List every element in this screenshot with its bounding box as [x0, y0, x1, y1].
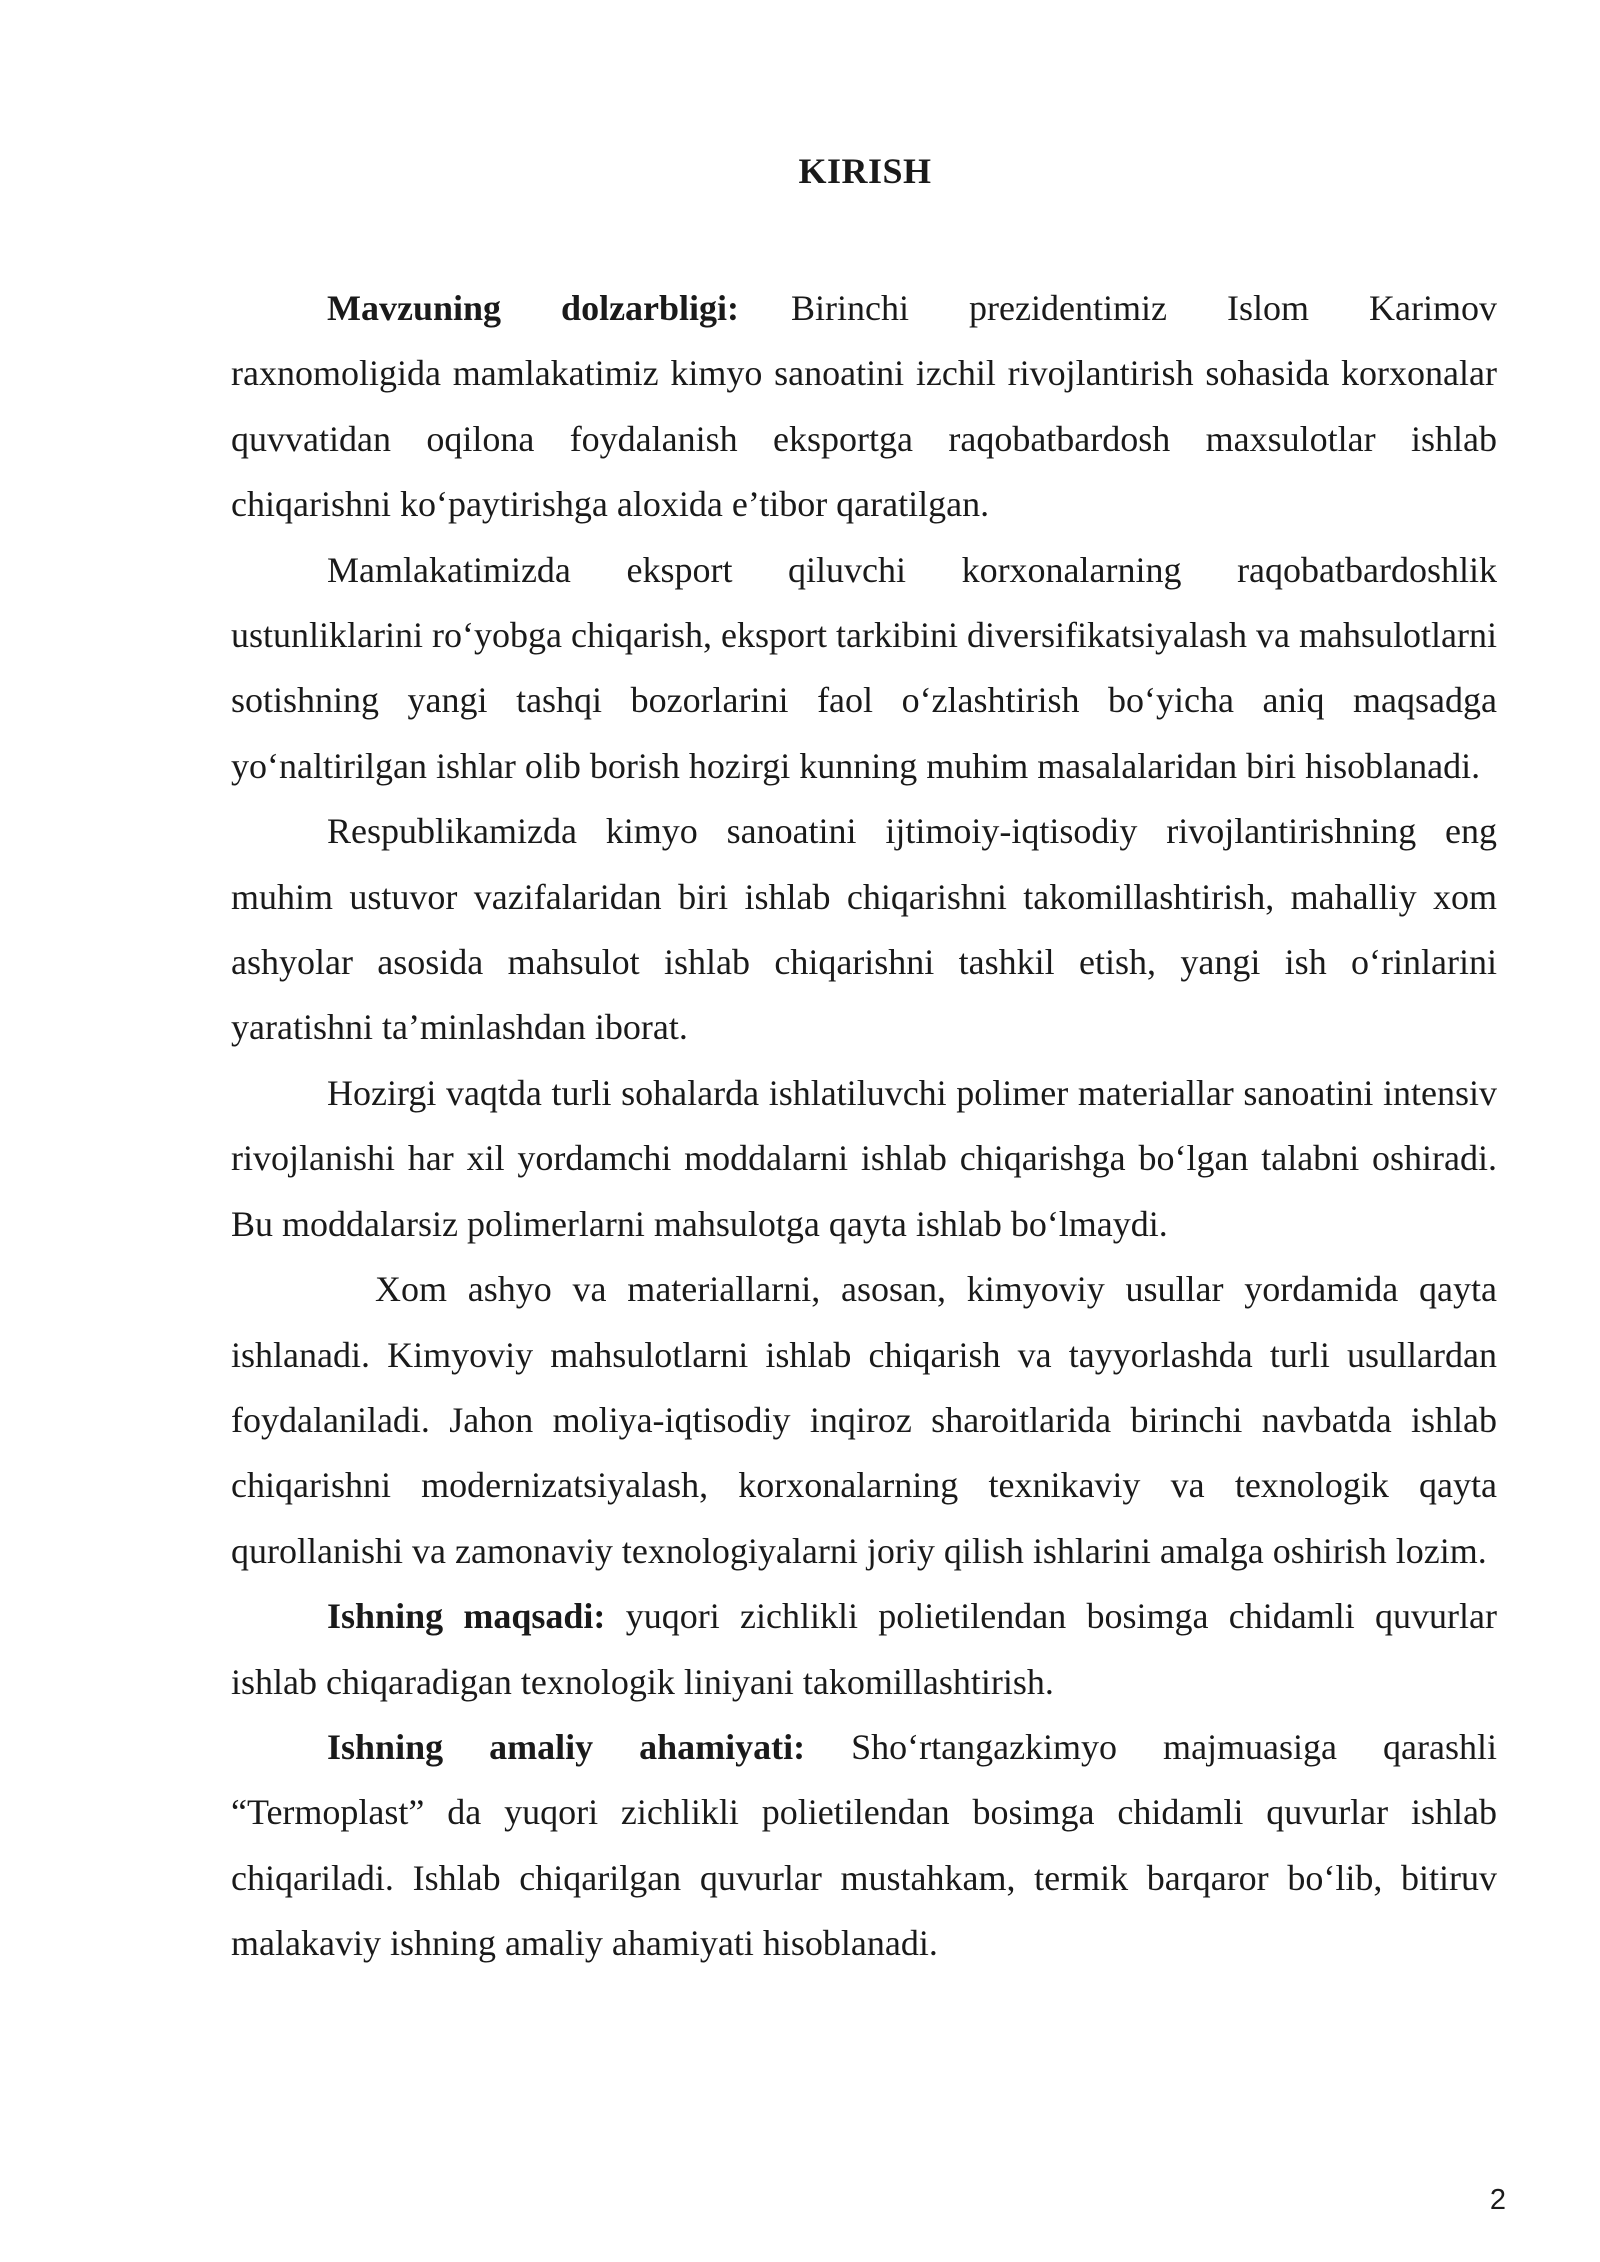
- paragraph-lead-relevance: Mavzuning dolzarbligi:: [327, 288, 740, 328]
- paragraph-relevance: [231, 276, 1497, 538]
- paragraph-text-export: Mamlakatimizda eksport qiluvchi korxonalarning raqobatbardoshlik ustunliklarini ro‘yobga chiqarish, eksport tarkibini diversifikatsiyalash va mahsulotlarni sotishning yangi tashqi bozorlarini faol o‘zlashtirish bo‘yicha aniq maqsadga yo‘naltirilgan ishlar olib borish hozirgi kunning muhim masalalaridan biri hisoblanadi.: [231, 549, 1497, 786]
- page-title: KIRISH: [798, 151, 932, 191]
- paragraph-practical-significance: [231, 1715, 1497, 1977]
- paragraph-raw-materials: [231, 1257, 1497, 1584]
- paragraph-text-polymers: Hozirgi vaqtda turli sohalarda ishlatiluvchi polimer materiallar sanoatini intensiv rivojlanishi har xil yordamchi moddalarni ishlab chiqarishga bo‘lgan talabni oshiradi. Bu moddalarsiz polimerlarni mahsulotga qayta ishlab bo‘lmaydi.: [231, 1072, 1497, 1244]
- paragraph-text-goal: yuqori zichlikli polietilendan bosimga chidamli quvurlar ishlab chiqaradigan texnologik liniyani takomillashtirish.: [231, 1596, 1497, 1702]
- paragraph-export: [231, 538, 1497, 800]
- paragraph-text-practical-significance: Sho‘rtangazkimyo majmuasiga qarashli “Termoplast” da yuqori zichlikli polietilendan bosimga chidamli quvurlar ishlab chiqariladi. Ishlab chiqarilgan quvurlar mustahkam, termik barqaror bo‘lib, bitiruv malakaviy ishning amaliy ahamiyati hisoblanadi.: [231, 1726, 1497, 1964]
- paragraph-goal: [231, 1584, 1497, 1715]
- paragraph-text-raw-materials: Xom ashyo va materiallarni, asosan, kimyoviy usullar yordamida qayta ishlanadi. Kimyoviy mahsulotlarni ishlab chiqarish va tayyorlashda turli usullardan foydalaniladi. Jahon moliya-iqtisodiy inqiroz sharoitlarida birinchi navbatda ishlab chiqarishni modernizatsiyalash, korxonalarning texnikaviy va texnologik qayta qurollanishi va zamonaviy texnologiyalarni joriy qilish ishlarini amalga oshirish lozim.: [231, 1269, 1497, 1571]
- document-body: [231, 276, 1497, 1977]
- paragraph-lead-goal: Ishning maqsadi:: [327, 1596, 606, 1637]
- paragraph-text-relevance: Birinchi prezidentimiz Islom Karimov raxnomoligida mamlakatimiz kimyo sanoatini izchil rivojlantirish sohasida korxonalar quvvatidan oqilona foydalanish eksportga raqobatbardosh maxsulotlar ishlab chiqarishni ko‘paytirishga aloxida e’tibor qaratilgan.: [231, 288, 1497, 525]
- paragraph-polymers: [231, 1061, 1497, 1257]
- paragraph-republic: [231, 799, 1497, 1061]
- paragraph-lead-practical-significance: Ishning amaliy ahamiyati:: [327, 1726, 806, 1767]
- page-number: 2: [1489, 2184, 1506, 2216]
- paragraph-text-republic: Respublikamizda kimyo sanoatini ijtimoiy-iqtisodiy rivojlantirishning eng muhim ustuvor vazifalaridan biri ishlab chiqarishni takomillashtirish, mahalliy xom ashyolar asosida mahsulot ishlab chiqarishni tashkil etish, yangi ish o‘rinlarini yaratishni ta’minlashdan iborat.: [231, 811, 1497, 1048]
